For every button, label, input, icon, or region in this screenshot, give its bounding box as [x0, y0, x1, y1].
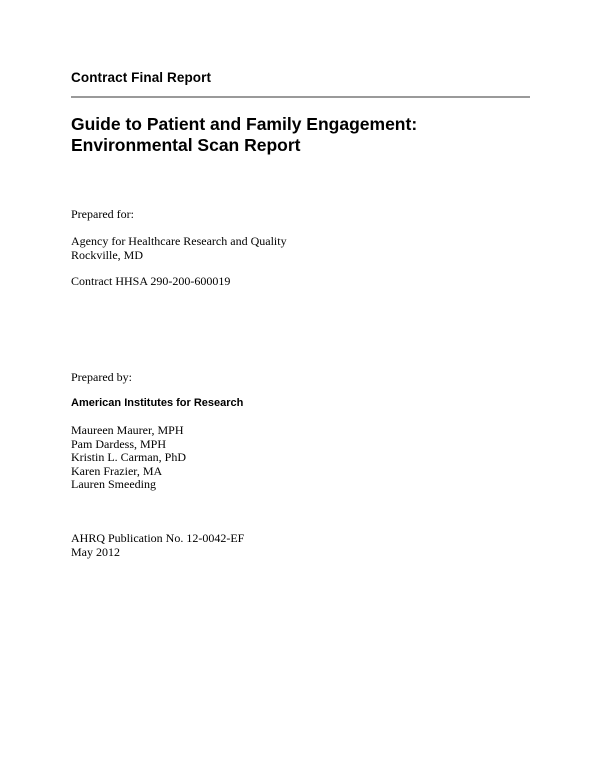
agency-location: Rockville, MD [71, 247, 143, 262]
prepared-for-label: Prepared for: [71, 207, 134, 221]
agency-name: Agency for Healthcare Research and Quality [71, 234, 287, 248]
prepared-by-label: Prepared by: [71, 370, 132, 384]
author-name: Maureen Maurer, MPH [71, 423, 184, 437]
prepared-for-agency-block [71, 235, 287, 262]
author-name: Pam Dardess, MPH [71, 436, 166, 451]
report-title [71, 114, 417, 156]
report-title-line-1: Guide to Patient and Family Engagement: [71, 114, 418, 134]
author-name: Kristin L. Carman, PhD [71, 450, 186, 464]
publication-info [71, 532, 244, 559]
report-type-heading: Contract Final Report [71, 70, 212, 85]
horizontal-rule [71, 96, 530, 98]
contract-number: Contract HHSA 290-200-600019 [71, 274, 231, 288]
author-name: Lauren Smeeding [71, 477, 156, 491]
publication-date: May 2012 [71, 544, 120, 559]
organization-name: American Institutes for Research [71, 397, 244, 409]
author-name: Karen Frazier, MA [71, 463, 163, 478]
author-list [71, 424, 186, 492]
report-title-line-2: Environmental Scan Report [71, 135, 301, 155]
publication-number: AHRQ Publication No. 12-0042-EF [71, 531, 245, 545]
